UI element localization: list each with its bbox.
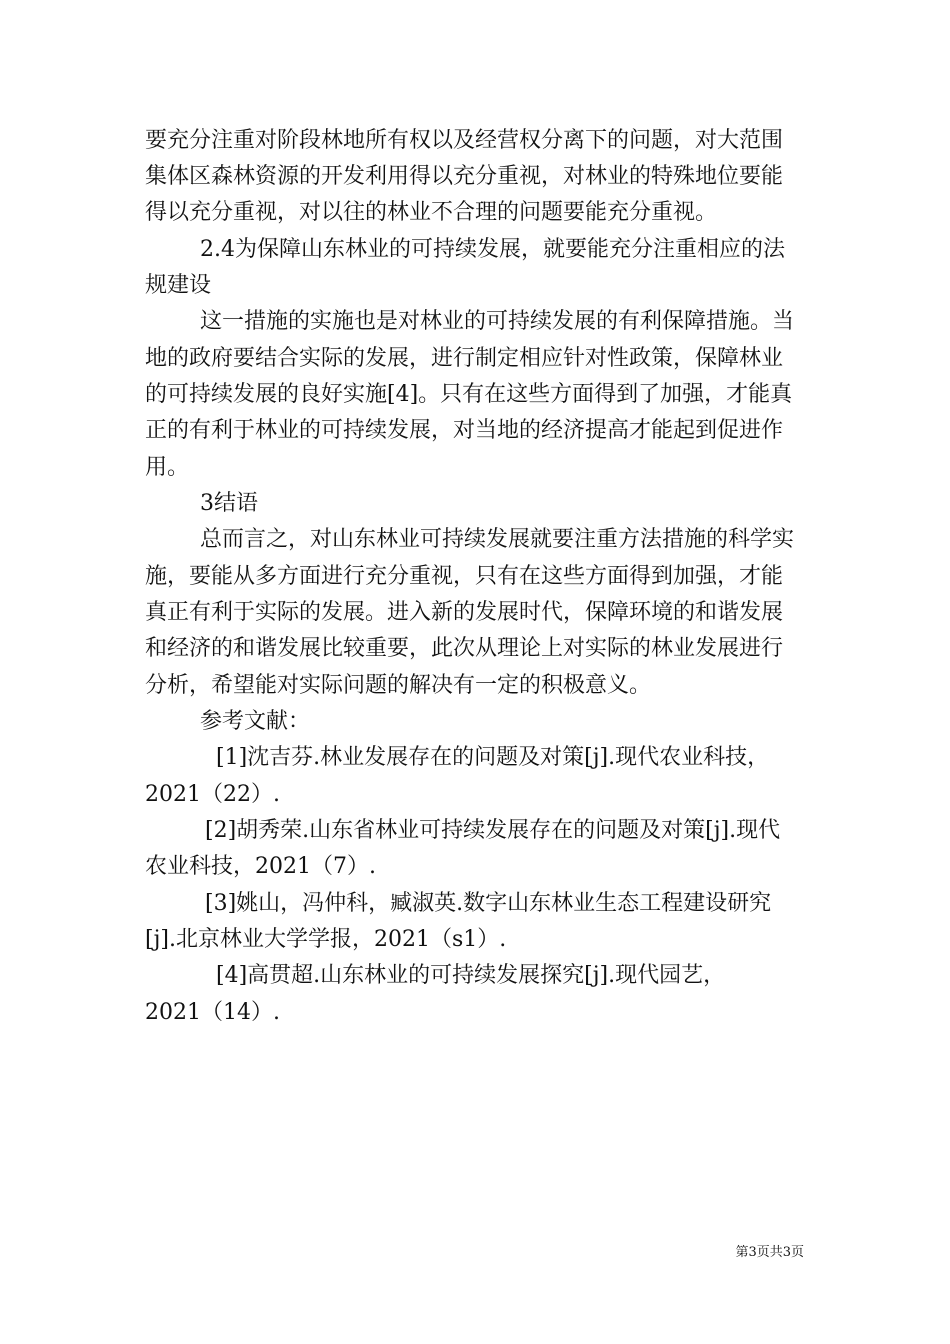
paragraph-line: 真正有利于实际的发展。进入新的发展时代，保障环境的和谐发展 [145, 600, 784, 625]
paragraph-line: 总而言之，对山东林业可持续发展就要注重方法措施的科学实 [200, 527, 795, 552]
reference-line: [2]胡秀荣.山东省林业可持续发展存在的问题及对策[j].现代 [205, 818, 781, 843]
page-number-footer: 第3页共3页 [735, 1245, 804, 1260]
paragraph-line: 分析，希望能对实际问题的解决有一定的积极意义。 [145, 673, 652, 698]
section-heading: 3结语 [200, 491, 258, 516]
reference-line: 农业科技，2021（7）. [145, 854, 376, 879]
reference-line: [3]姚山，冯仲科，臧淑英.数字山东林业生态工程建设研究 [205, 891, 772, 916]
reference-line: [4]高贯超.山东林业的可持续发展探究[j].现代园艺， [216, 963, 726, 988]
reference-line: [1]沈吉芬.林业发展存在的问题及对策[j].现代农业科技， [216, 745, 770, 770]
paragraph-line: 的可持续发展的良好实施[4]。只有在这些方面得到了加强，才能真 [145, 382, 793, 407]
paragraph-line: 得以充分重视，对以往的林业不合理的问题要能充分重视。 [145, 200, 718, 225]
paragraph-line: 和经济的和谐发展比较重要，此次从理论上对实际的林业发展进行 [145, 636, 784, 661]
paragraph-line: 正的有利于林业的可持续发展，对当地的经济提高才能起到促进作 [145, 418, 784, 443]
reference-line: 2021（14）. [145, 1000, 280, 1025]
paragraph-line: 要充分注重对阶段林地所有权以及经营权分离下的问题，对大范围 [145, 128, 784, 153]
section-heading-line: 2.4为保障山东林业的可持续发展，就要能充分注重相应的法 [200, 237, 785, 262]
paragraph-line: 集体区森林资源的开发利用得以充分重视，对林业的特殊地位要能 [145, 164, 784, 189]
reference-line: [j].北京林业大学学报，2021（s1）. [145, 927, 507, 952]
references-heading: 参考文献： [200, 709, 311, 734]
section-heading-line: 规建设 [145, 273, 212, 298]
paragraph-line: 地的政府要结合实际的发展，进行制定相应针对性政策，保障林业 [145, 346, 784, 371]
paragraph-line: 这一措施的实施也是对林业的可持续发展的有利保障措施。当 [200, 309, 795, 334]
paragraph-line: 用。 [145, 455, 190, 480]
paragraph-line: 施，要能从多方面进行充分重视，只有在这些方面得到加强，才能 [145, 564, 784, 589]
reference-line: 2021（22）. [145, 782, 280, 807]
